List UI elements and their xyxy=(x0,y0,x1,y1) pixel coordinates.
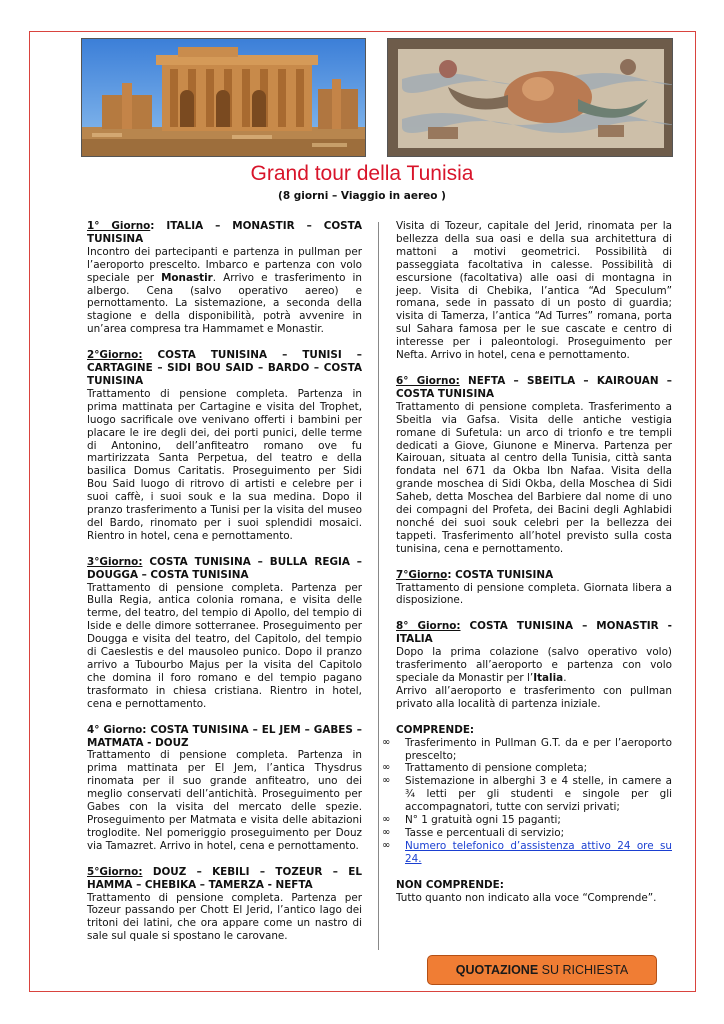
quote-label-bold: QUOTAZIONE xyxy=(455,963,539,977)
day-description xyxy=(396,646,672,685)
day-description: Visita di Tozeur, capitale del Jerid, rinomata per la bellezza della sua oasi e della sua architettura di mattoni a motivi geometrici. Possibilità di passeggiata facoltativa in calesse. Possibilità di escursione (facoltativa) alle oasi di montagna in jeep. Visita di Chebika, l’antica “Ad Speculum” romana, sede in passato di un posto di guardia; visita di Tamerza, l’antica “Ad Turres” romana, porta sul Sahara famosa per le sue cascate e centro di interesse per i paleontologi. Proseguimento per Nefta. Arrivo in hotel, cena e pernottamento. xyxy=(396,220,672,362)
day-heading xyxy=(396,569,672,582)
list-item-text: Trasferimento in Pullman G.T. da e per l’aeroporto prescelto; xyxy=(405,736,672,762)
includes-heading: COMPRENDE: xyxy=(396,723,475,736)
day-label: 5°Giorno: xyxy=(87,865,143,878)
day-4 xyxy=(87,724,362,853)
infinity-bullet-icon: ∞ xyxy=(382,814,391,826)
list-item xyxy=(382,814,672,827)
assistance-phone-link[interactable]: Numero telefonico d’assistenza attivo 24 ore su 24. xyxy=(405,839,672,865)
infinity-bullet-icon: ∞ xyxy=(382,826,391,838)
day-description: Trattamento di pensione completa. Partenza in prima mattinata per Cartagine e visita del Trophet, luogo sacrificale ove venivano offerti i bambini per placare le ire degli dei, dei porti punici, delle terme di Antonino, dell’anfiteatro romano ove fu martirizzata Santa Perpetua, del teatro e della basilica Domus Caritatis. Proseguimento per Sidi Bou Said luogo di ritrovo di artisti e celebre per i suoi caffè, i suoi souk e la sua medina. Dopo il pranzo trasferimento a Tunisi per la visita del museo del Bardo, rinomato per i suoi splendidi mosaici. Rientro in hotel, cena e pernottamento. xyxy=(87,387,362,542)
day-description: Trattamento di pensione completa. Trasferimento a Sbeitla via Gafsa. Visita delle antiche vestigia romane di Sufetula: un arco di trionfo e tre templi dedicati a Giove, Giunone e Minerva. Partenza per Kairouan, situata al centro della Tunisia, città santa fondata nel 671 da Okba Ibn Nafaa. Visita della grande moschea di Sidi Okba, della Moschea di Sidi Saheb, detta Moschea del Barbiere dal nome di uno dei compagni del Profeta, dei Bacini degli Aghlabidi nonché dei suoi souk celebri per la bellezza dei tappeti. Trasferimento all’hotel previsto sulla costa tunisina, cena e pernottamento. xyxy=(396,400,672,555)
excludes-heading: NON COMPRENDE: xyxy=(396,878,504,891)
day-heading xyxy=(396,375,672,401)
list-item-text: Trattamento di pensione completa; xyxy=(405,762,588,775)
day-route: COSTA TUNISINA – MONASTIR - ITALIA xyxy=(396,620,672,646)
day-text: . Arrivo e trasferimento in albergo. Cena (salvo operativo aereo) e pernottamento. La sistemazione, a seconda della stagione e della disponibilità, potrà avvenire in un’area compresa tra Hammamet e Monastir. xyxy=(87,271,362,336)
day-label: 7°Giorno xyxy=(396,568,448,581)
day-route: NEFTA – SBEITLA – KAIROUAN – COSTA TUNISINA xyxy=(396,374,672,400)
infinity-bullet-icon: ∞ xyxy=(382,736,391,748)
itinerary-right-column xyxy=(382,220,672,918)
day-route: COSTA TUNISINA – BULLA REGIA – DOUGGA – COSTA TUNISINA xyxy=(87,555,362,581)
day-route: COSTA TUNISINA – TUNISI – CARTAGINE – SIDI BOU SAID – BARDO – COSTA TUNISINA xyxy=(87,349,362,387)
day-text: Dopo la prima colazione (salvo operativo volo) trasferimento all’aeroporto e partenza con volo speciale da Monastir per l’ xyxy=(396,646,672,684)
quote-label-rest: SU RICHIESTA xyxy=(538,963,629,977)
mosaic-photo xyxy=(387,38,673,157)
list-item xyxy=(382,736,672,763)
day-route: : ITALIA – MONASTIR – COSTA TUNISINA xyxy=(87,220,362,245)
day-label: 2°Giorno: xyxy=(87,349,143,362)
day-label: 3°Giorno: xyxy=(87,555,143,568)
day-text-bold: Italia xyxy=(533,672,564,684)
list-item xyxy=(382,839,672,866)
infinity-bullet-icon: ∞ xyxy=(382,839,391,851)
list-item-text: Sistemazione in alberghi 3 e 4 stelle, in camere a ¾ letti per gli studenti e singole per gli accompagnatori, tutte con servizi privati; xyxy=(405,775,672,814)
document-subtitle: (8 giorni – Viaggio in aereo ) xyxy=(278,190,446,202)
day-description: Trattamento di pensione completa. Partenza in prima mattinata per El Jem, l’antica Thysdrus rinomata per il suo grande anfiteatro, uno dei meglio conservati dell’antichità. Proseguimento per Gabes con la visita del mercato delle spezie. Proseguimento per Matmata e visita delle abitazioni troglodite. Nel pomeriggio proseguimento per Douz via Tamazret. Arrivo in hotel, cena e pernottamento. xyxy=(87,749,362,852)
day-1 xyxy=(87,220,362,336)
day-text: . xyxy=(563,672,567,684)
day-heading: 4° Giorno: COSTA TUNISINA – EL JEM – GABES – MATMATA - DOUZ xyxy=(87,723,362,749)
roman-ruins-photo xyxy=(81,38,366,157)
day-2 xyxy=(87,349,362,543)
list-item xyxy=(382,762,672,775)
day-7 xyxy=(396,569,672,608)
day-label: 6° Giorno: xyxy=(396,374,460,387)
day-heading xyxy=(87,866,362,892)
day-heading xyxy=(87,220,362,246)
day-label: 8° Giorno: xyxy=(396,620,461,633)
list-item xyxy=(382,775,672,814)
excludes-section xyxy=(396,879,672,905)
day-5 xyxy=(87,866,362,943)
day-6 xyxy=(396,375,672,556)
includes-list xyxy=(382,736,672,866)
excludes-text: Tutto quanto non indicato alla voce “Comprende”. xyxy=(396,891,657,904)
day-8 xyxy=(396,620,672,710)
day-description: Trattamento di pensione completa. Giornata libera a disposizione. xyxy=(396,581,672,607)
day-description: Trattamento di pensione completa. Partenza per Tozeur passando per Chott El Jerid, l’antico lago dei tritoni dei latini, che ora appare come un nastro di sale sul quale si spostano le carovane. xyxy=(87,891,362,943)
column-divider xyxy=(378,222,379,950)
day-heading xyxy=(87,556,362,582)
includes-section xyxy=(382,723,672,866)
day-3 xyxy=(87,556,362,711)
day-description: Trattamento di pensione completa. Partenza per Bulla Regia, antica colonia romana, e visita delle terme, del teatro, del tempio di Apollo, del tempio di Iside e delle dimore sotterranee. Proseguimento per Dougga e visita del teatro, del Capitolo, del tempio di Caeslestis e del mausoleo punico. Dopo il pranzo arrivo a Tubourbo Majus per la visita del Capitolo che domina il foro romano e del tempio pagano trasformato in chiesa cristiana. Rientro in hotel, cena e pernottamento. xyxy=(87,581,362,710)
itinerary-left-column xyxy=(87,220,362,956)
infinity-bullet-icon: ∞ xyxy=(382,775,391,787)
day-description: Arrivo all’aeroporto e trasferimento con pullman privato alla località di partenza iniziale. xyxy=(396,684,672,710)
day-heading xyxy=(87,349,362,388)
day-route: : COSTA TUNISINA xyxy=(447,568,554,581)
day-description xyxy=(87,246,362,336)
quote-on-request-button[interactable] xyxy=(427,955,657,985)
day-5-continued xyxy=(396,220,672,362)
day-text: Incontro dei partecipanti e partenza in pullman per l’aeroporto prescelto. Imbarco e partenza con volo speciale per xyxy=(87,245,362,284)
infinity-bullet-icon: ∞ xyxy=(382,762,391,774)
day-heading xyxy=(396,620,672,646)
list-item xyxy=(382,826,672,840)
day-text-bold: Monastir xyxy=(161,271,213,284)
day-label: 1° Giorno xyxy=(87,220,151,232)
list-item-text: N° 1 gratuità ogni 15 paganti; xyxy=(405,814,561,827)
day-route: DOUZ – KEBILI – TOZEUR – EL HAMMA – CHEBIKA – TAMERZA - NEFTA xyxy=(87,865,362,891)
document-title: Grand tour della Tunisia xyxy=(250,162,474,185)
list-item-text: Tasse e percentuali di servizio; xyxy=(405,826,565,839)
